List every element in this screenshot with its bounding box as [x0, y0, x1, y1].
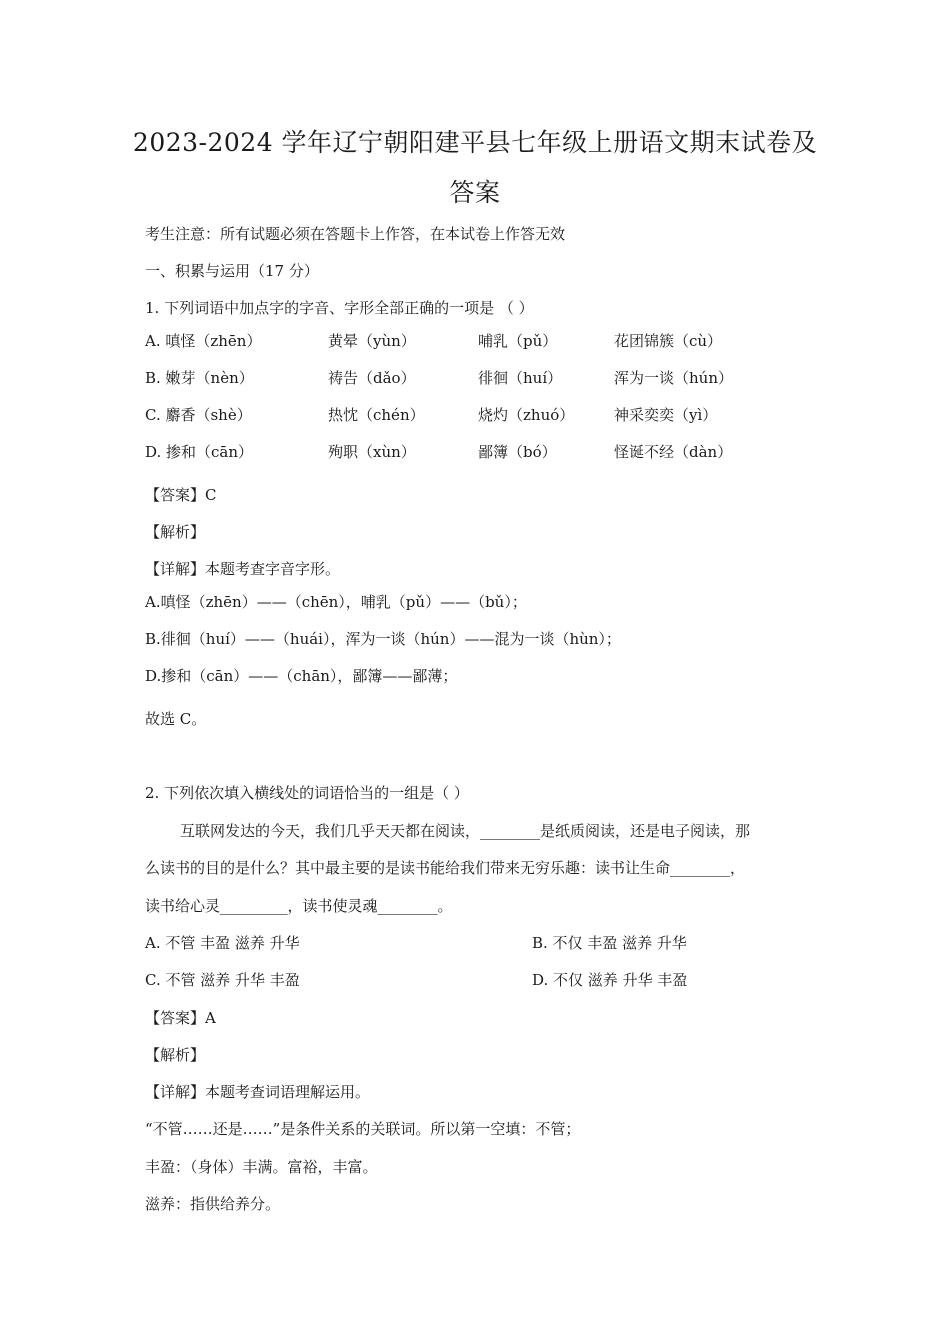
q1-option-a-word4: 花团锦簇（cù）	[614, 332, 723, 350]
q1-option-c: C. 麝香（shè）	[145, 406, 252, 424]
question-2-stem: 2. 下列依次填入横线处的词语恰当的一组是（ ）	[145, 784, 469, 802]
q2-passage-line-1: 互联网发达的今天，我们几乎天天都在阅读，________是纸质阅读，还是电子阅读，那	[180, 822, 751, 840]
q2-passage-line-2: 么读书的目的是什么？其中最主要的是读书能给我们带来无穷乐趣：读书让生命________，	[145, 859, 746, 877]
q2-detail: 【详解】本题考查词语理解运用。	[145, 1083, 371, 1101]
q1-option-c-word4: 神采奕奕（yì）	[614, 406, 718, 424]
q2-explanation-2: 丰盈：（身体）丰满。富裕，丰富。	[145, 1158, 378, 1176]
q1-option-b-word2: 祷告（dǎo）	[328, 369, 416, 387]
q1-option-b: B. 嫩芽（nèn）	[145, 369, 254, 387]
q2-option-a: A. 不管 丰盈 滋养 升华	[145, 934, 300, 952]
q1-option-a-word3: 哺乳（pǔ）	[478, 332, 558, 350]
q1-option-c-word2: 热忱（chén）	[328, 406, 425, 424]
q1-option-b-word3: 徘徊（huí）	[478, 369, 563, 387]
q1-analysis-label: 【解析】	[145, 523, 206, 541]
q1-option-d: D. 掺和（cān）	[145, 443, 254, 461]
q2-passage-line-3: 读书给心灵_________，读书使灵魂________。	[145, 897, 453, 915]
q1-option-c-word3: 烧灼（zhuó）	[478, 406, 575, 424]
q2-explanation-1: “不管……还是……”是条件关系的关联词。所以第一空填：不管；	[145, 1120, 581, 1138]
document-title-line-1: 2023-2024 学年辽宁朝阳建平县七年级上册语文期末试卷及	[132, 128, 818, 157]
q2-option-c: C. 不管 滋养 升华 丰盈	[145, 971, 300, 989]
q1-option-b-word4: 浑为一谈（hún）	[614, 369, 733, 387]
q2-analysis-label: 【解析】	[145, 1046, 206, 1064]
q1-detail-a: A.嗔怪（zhēn）——（chēn），哺乳（pǔ）——（bǔ）；	[145, 593, 527, 611]
section-heading: 一、积累与运用（17 分）	[145, 262, 319, 280]
q1-answer: 【答案】C	[145, 486, 217, 504]
q2-option-d: D. 不仅 滋养 升华 丰盈	[532, 971, 688, 989]
q1-option-a: A. 嗔怪（zhēn）	[145, 332, 262, 350]
exam-notice: 考生注意：所有试题必须在答题卡上作答，在本试卷上作答无效	[145, 225, 566, 243]
question-1-stem: 1. 下列词语中加点字的字音、字形全部正确的一项是 （ ）	[145, 299, 534, 317]
q1-option-d-word3: 鄙簿（bó）	[478, 443, 557, 461]
q2-explanation-3: 滋养：指供给养分。	[145, 1195, 281, 1213]
q1-detail: 【详解】本题考查字音字形。	[145, 560, 341, 578]
q1-option-a-word2: 黄晕（yùn）	[328, 332, 416, 350]
q1-option-d-word2: 殉职（xùn）	[328, 443, 416, 461]
q2-answer: 【答案】A	[145, 1009, 216, 1027]
document-title-line-2: 答案	[449, 178, 501, 207]
q1-detail-d: D.掺和（cān）——（chān），鄙簿——鄙薄；	[145, 667, 458, 685]
q1-detail-b: B.徘徊（huí）——（huái），浑为一谈（hún）——混为一谈（hùn）；	[145, 630, 621, 648]
q1-option-d-word4: 怪诞不经（dàn）	[614, 443, 733, 461]
q1-conclusion: 故选 C。	[145, 710, 207, 728]
q2-option-b: B. 不仅 丰盈 滋养 升华	[532, 934, 687, 952]
